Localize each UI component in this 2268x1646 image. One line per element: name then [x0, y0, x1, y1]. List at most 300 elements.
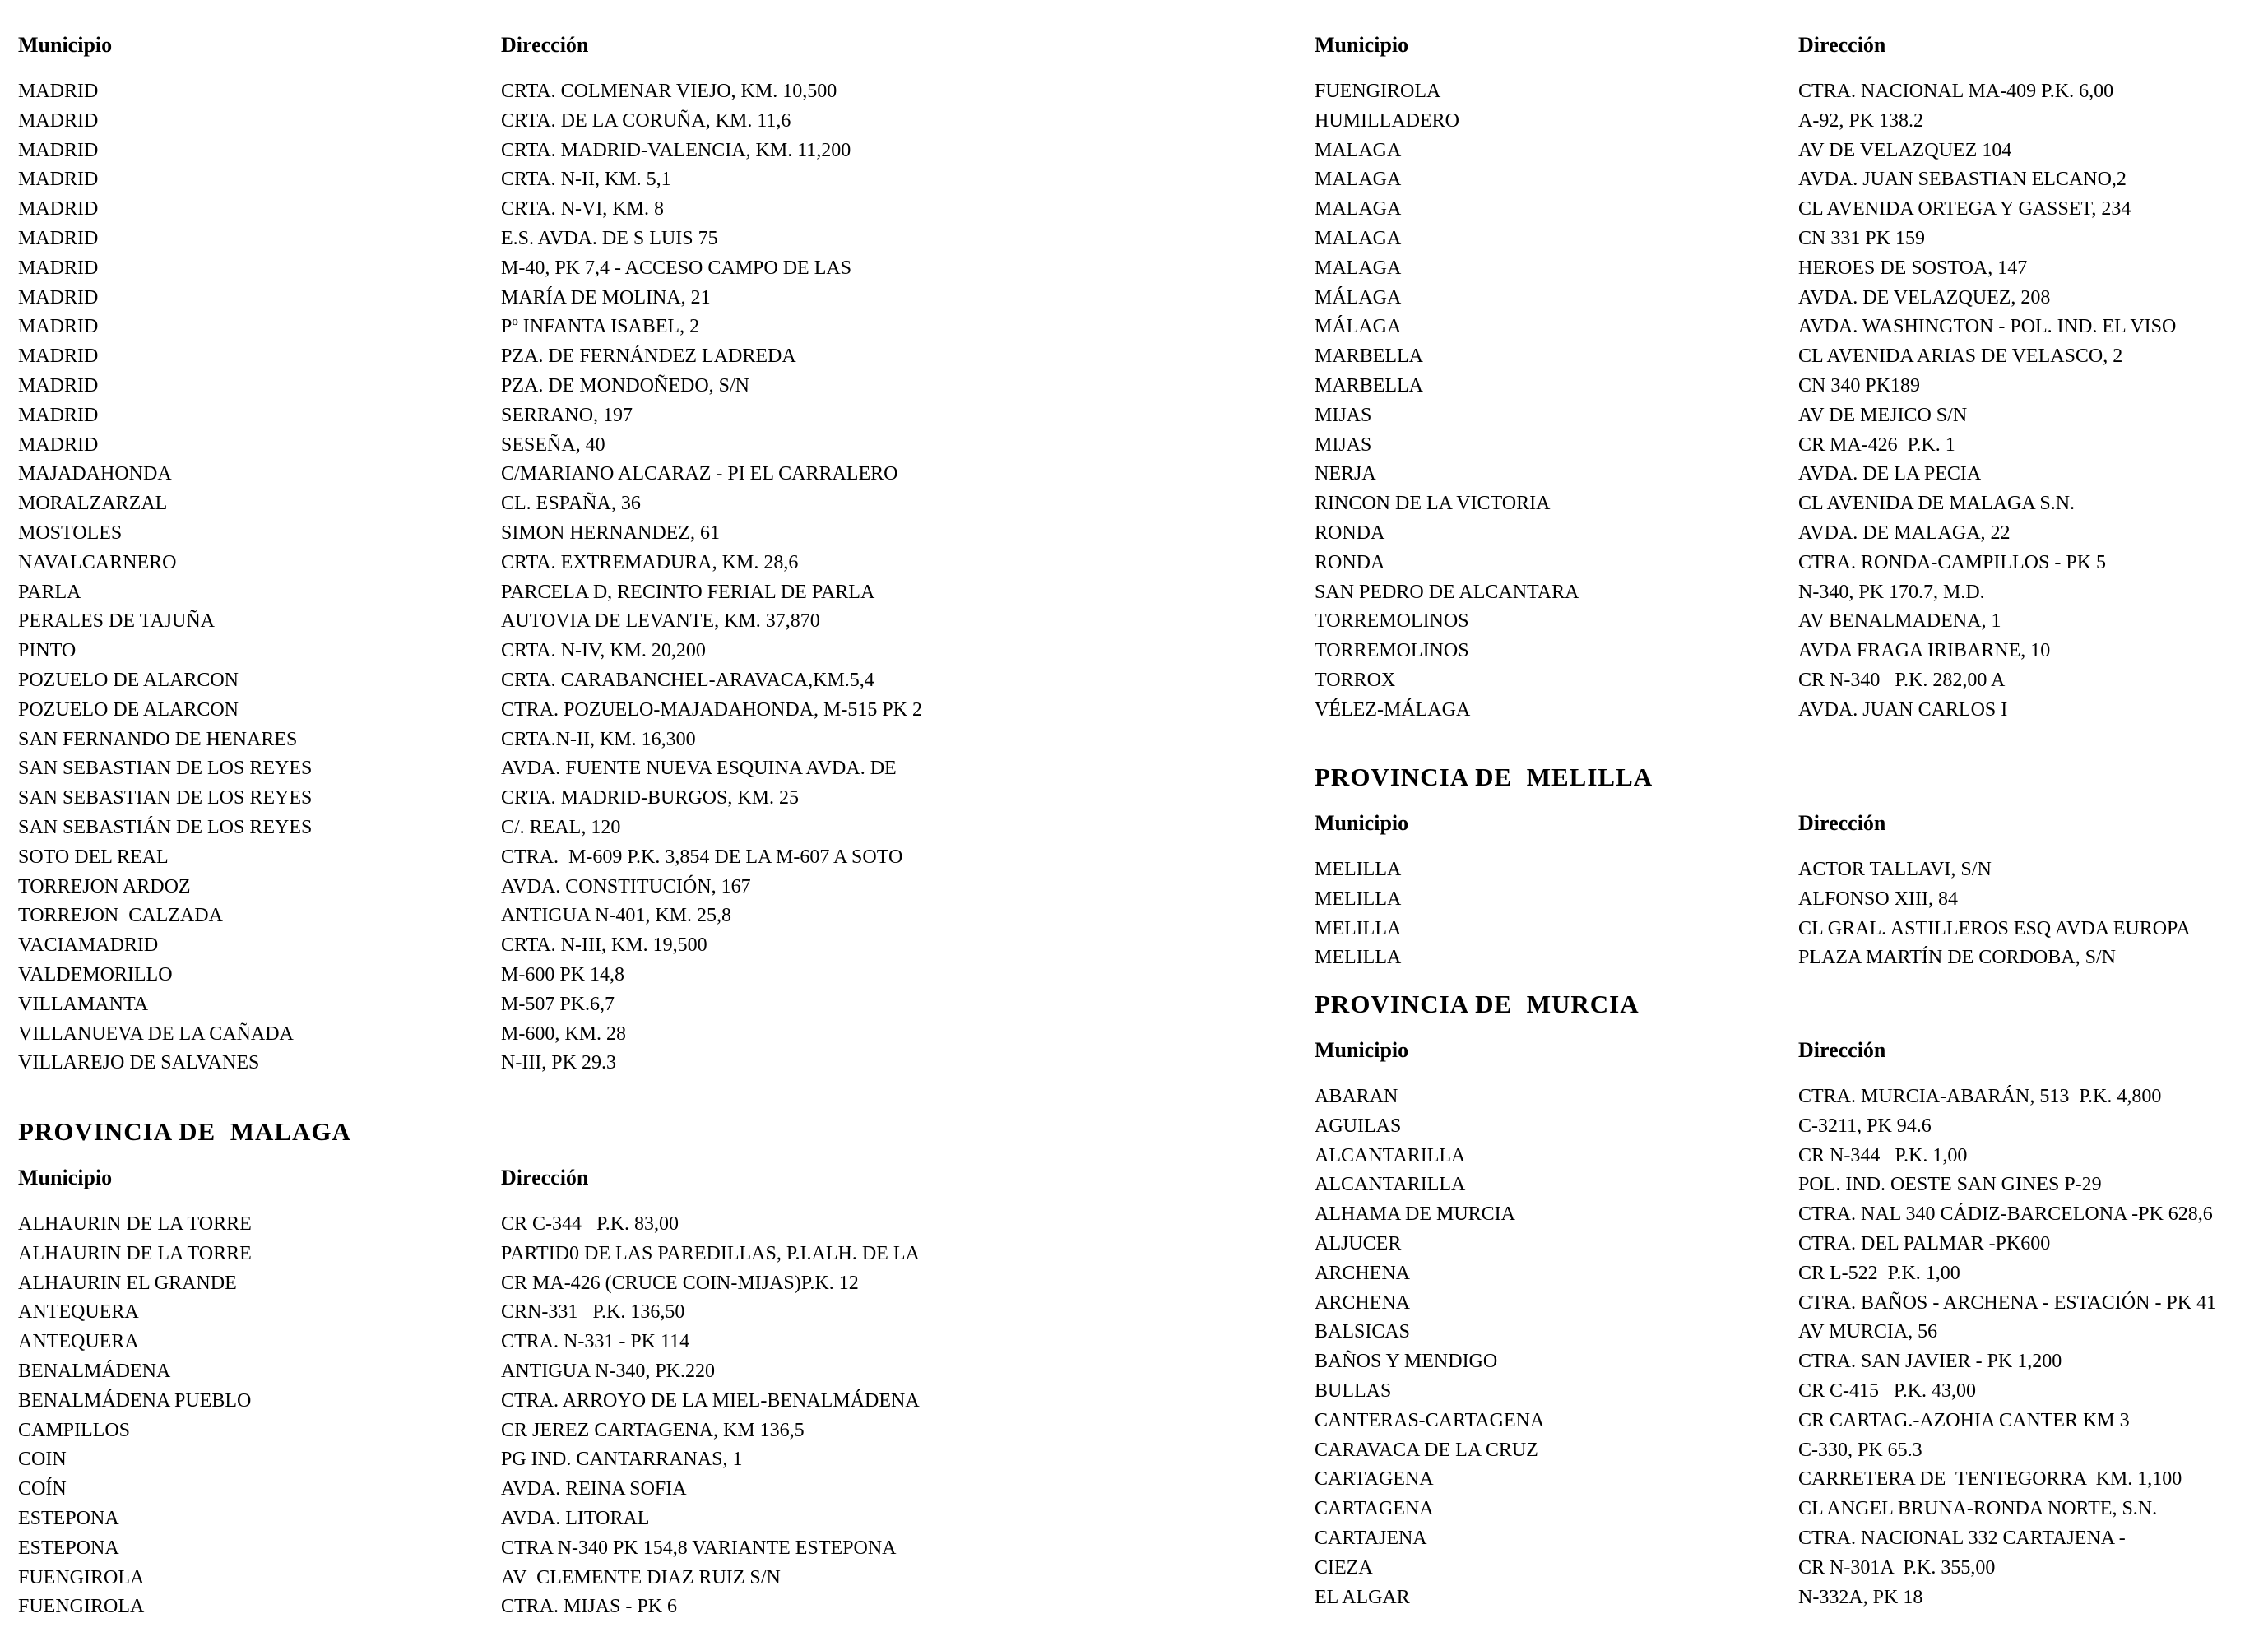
direccion-cell: C/MARIANO ALCARAZ - PI EL CARRALERO — [501, 463, 898, 485]
header-direccion: Dirección — [1798, 33, 1886, 57]
direccion-cell: AVDA. JUAN SEBASTIAN ELCANO,2 — [1798, 169, 2127, 191]
table-header — [18, 1163, 1301, 1193]
table-row — [1315, 401, 2261, 431]
table-row — [18, 1505, 1301, 1534]
direccion-cell: CR MA-426 (CRUCE COIN-MIJAS)P.K. 12 — [501, 1272, 859, 1294]
direccion-cell: CRTA. EXTREMADURA, KM. 28,6 — [501, 551, 799, 573]
municipio-cell: SAN PEDRO DE ALCANTARA — [1315, 581, 1579, 603]
municipio-cell: ALCANTARILLA — [1315, 1174, 1466, 1196]
table-row — [1315, 1524, 2261, 1554]
direccion-cell: CL ANGEL BRUNA-RONDA NORTE, S.N. — [1798, 1498, 2158, 1520]
direccion-cell: M-507 PK.6,7 — [501, 993, 615, 1015]
direccion-cell: M-40, PK 7,4 - ACCESO CAMPO DE LAS — [501, 257, 852, 279]
header-direccion: Dirección — [1798, 811, 1886, 835]
municipio-cell: ESTEPONA — [18, 1537, 119, 1559]
municipio-cell: TORREMOLINOS — [1315, 640, 1469, 662]
direccion-cell: CRTA. MADRID-VALENCIA, KM. 11,200 — [501, 139, 851, 161]
municipio-cell: SAN SEBASTIÁN DE LOS REYES — [18, 816, 313, 838]
table-row — [1315, 460, 2261, 489]
direccion-cell: AVDA. LITORAL — [501, 1507, 650, 1529]
direccion-cell: CTRA. RONDA-CAMPILLOS - PK 5 — [1798, 551, 2107, 573]
direccion-cell: PARCELA D, RECINTO FERIAL DE PARLA — [501, 581, 875, 603]
table-row — [1315, 1436, 2261, 1466]
header-municipio: Municipio — [1315, 1038, 1409, 1062]
municipio-cell: MALAGA — [1315, 139, 1402, 161]
municipio-cell: ESTEPONA — [18, 1507, 119, 1529]
municipio-cell: MADRID — [18, 198, 99, 220]
table-row — [18, 225, 1301, 254]
table-row — [18, 107, 1301, 137]
table-row — [1315, 165, 2261, 195]
direccion-cell: C-330, PK 65.3 — [1798, 1439, 1922, 1461]
direccion-cell: CRTA. CARABANCHEL-ARAVACA,KM.5,4 — [501, 669, 874, 691]
municipio-cell: MADRID — [18, 434, 99, 456]
table-row — [1315, 696, 2261, 726]
municipio-cell: BENALMÁDENA — [18, 1360, 171, 1382]
direccion-cell: CTRA. MIJAS - PK 6 — [501, 1596, 678, 1618]
direccion-cell: CR N-301A P.K. 355,00 — [1798, 1556, 1996, 1579]
direccion-cell: SIMON HERNANDEZ, 61 — [501, 522, 720, 544]
municipio-cell: SOTO DEL REAL — [18, 846, 169, 868]
direccion-cell: HEROES DE SOSTOA, 147 — [1798, 257, 2028, 279]
direccion-cell: POL. IND. OESTE SAN GINES P-29 — [1798, 1174, 2102, 1196]
municipio-cell: HUMILLADERO — [1315, 109, 1459, 132]
direccion-cell: CN 331 PK 159 — [1798, 227, 1926, 249]
municipio-cell: ARCHENA — [1315, 1291, 1411, 1314]
municipio-cell: ALJUCER — [1315, 1232, 1402, 1254]
municipio-cell: VACIAMADRID — [18, 934, 159, 957]
direccion-cell: CTRA. DEL PALMAR -PK600 — [1798, 1232, 2051, 1254]
section-title-malaga: PROVINCIA DE MALAGA — [18, 1117, 351, 1146]
table-row — [1315, 1112, 2261, 1142]
direccion-cell: CTRA. SAN JAVIER - PK 1,200 — [1798, 1351, 2062, 1373]
table-row — [18, 1298, 1301, 1328]
section-title-melilla: PROVINCIA DE MELILLA — [1315, 763, 1653, 791]
table-row — [1315, 1554, 2261, 1583]
municipio-cell: MADRID — [18, 374, 99, 396]
table-row — [18, 1445, 1301, 1475]
header-direccion: Dirección — [1798, 1038, 1886, 1062]
table-row — [18, 1357, 1301, 1387]
table-row — [18, 754, 1301, 784]
table-row — [18, 254, 1301, 284]
municipio-cell: MADRID — [18, 169, 99, 191]
direccion-cell: CRTA.N-II, KM. 16,300 — [501, 728, 696, 750]
municipio-cell: POZUELO DE ALARCON — [18, 698, 239, 721]
municipio-cell: ALHAURIN DE LA TORRE — [18, 1213, 252, 1235]
table-row — [1315, 225, 2261, 254]
municipio-cell: RONDA — [1315, 522, 1385, 544]
melilla-section — [1315, 763, 2261, 973]
malaga-rows — [18, 1210, 1301, 1622]
table-row — [1315, 489, 2261, 519]
municipio-cell: SAN FERNANDO DE HENARES — [18, 728, 298, 750]
direccion-cell: CTRA N-340 PK 154,8 VARIANTE ESTEPONA — [501, 1537, 897, 1559]
direccion-cell: AVDA. FUENTE NUEVA ESQUINA AVDA. DE — [501, 758, 897, 780]
direccion-cell: CTRA. M-609 P.K. 3,854 DE LA M-607 A SOTO — [501, 846, 903, 868]
direccion-cell: CRTA. N-II, KM. 5,1 — [501, 169, 671, 191]
table-row — [18, 578, 1301, 608]
table-row — [1315, 915, 2261, 944]
table-row — [18, 1534, 1301, 1564]
municipio-cell: MADRID — [18, 139, 99, 161]
direccion-cell: CARRETERA DE TENTEGORRA KM. 1,100 — [1798, 1468, 2182, 1491]
municipio-cell: COÍN — [18, 1478, 67, 1500]
municipio-cell: MELILLA — [1315, 859, 1402, 880]
direccion-cell: AVDA. CONSTITUCIÓN, 167 — [501, 875, 751, 897]
table-row — [18, 873, 1301, 902]
table-row — [1315, 195, 2261, 225]
municipio-cell: ALHAMA DE MURCIA — [1315, 1203, 1516, 1226]
header-direccion: Dirección — [501, 1166, 589, 1189]
direccion-cell: CR CARTAG.-AZOHIA CANTER KM 3 — [1798, 1409, 2130, 1431]
table-row — [18, 666, 1301, 696]
table-row — [1315, 313, 2261, 342]
municipio-cell: CARTAGENA — [1315, 1468, 1434, 1491]
direccion-cell: PG IND. CANTARRANAS, 1 — [501, 1449, 743, 1471]
table-row — [1315, 549, 2261, 578]
municipio-cell: PERALES DE TAJUÑA — [18, 610, 215, 633]
direccion-cell: CTRA. NACIONAL 332 CARTAJENA - — [1798, 1527, 2126, 1549]
madrid-section — [18, 30, 1301, 1078]
table-row — [18, 372, 1301, 401]
direccion-cell: CL GRAL. ASTILLEROS ESQ AVDA EUROPA — [1798, 917, 2191, 939]
direccion-cell: N-340, PK 170.7, M.D. — [1798, 581, 1985, 603]
municipio-cell: MALAGA — [1315, 257, 1402, 279]
municipio-cell: CARTAGENA — [1315, 1498, 1434, 1520]
table-row — [1315, 1465, 2261, 1495]
municipio-cell: MADRID — [18, 109, 99, 132]
table-row — [18, 519, 1301, 549]
direccion-cell: PZA. DE FERNÁNDEZ LADREDA — [501, 345, 796, 368]
municipio-cell: CARAVACA DE LA CRUZ — [1315, 1439, 1538, 1461]
municipio-cell: MADRID — [18, 404, 99, 426]
direccion-cell: SERRANO, 197 — [501, 404, 633, 426]
table-row — [18, 931, 1301, 961]
direccion-cell: PLAZA MARTÍN DE CORDOBA, S/N — [1798, 947, 2116, 969]
table-row — [1315, 1171, 2261, 1200]
table-row — [18, 1049, 1301, 1078]
table-row — [1315, 1142, 2261, 1171]
direccion-cell: CL AVENIDA DE MALAGA S.N. — [1798, 493, 2076, 515]
municipio-cell: MAJADAHONDA — [18, 463, 172, 485]
municipio-cell: BAÑOS Y MENDIGO — [1315, 1351, 1498, 1373]
direccion-cell: CTRA. NACIONAL MA-409 P.K. 6,00 — [1798, 81, 2114, 102]
table-row — [1315, 607, 2261, 637]
direccion-cell: M-600, KM. 28 — [501, 1022, 627, 1045]
municipio-cell: MALAGA — [1315, 227, 1402, 249]
table-row — [1315, 342, 2261, 372]
table-row — [1315, 1583, 2261, 1613]
direccion-cell: AV DE VELAZQUEZ 104 — [1798, 139, 2012, 161]
murcia-rows — [1315, 1083, 2261, 1612]
direccion-cell: CRTA. N-VI, KM. 8 — [501, 198, 664, 220]
municipio-cell: MORALZARZAL — [18, 493, 168, 515]
municipio-cell: RONDA — [1315, 551, 1385, 573]
municipio-cell: SAN SEBASTIAN DE LOS REYES — [18, 758, 313, 780]
header-municipio: Municipio — [18, 1166, 113, 1189]
table-row — [1315, 1230, 2261, 1259]
direccion-cell: CRTA. COLMENAR VIEJO, KM. 10,500 — [501, 81, 837, 102]
direccion-cell: MARÍA DE MOLINA, 21 — [501, 286, 711, 308]
municipio-cell: MADRID — [18, 286, 99, 308]
municipio-cell: TORREMOLINOS — [1315, 610, 1469, 633]
direccion-cell: ACTOR TALLAVI, S/N — [1798, 859, 1992, 880]
direccion-cell: C-3211, PK 94.6 — [1798, 1115, 1932, 1137]
direccion-cell: AV BENALMADENA, 1 — [1798, 610, 2001, 633]
header-municipio: Municipio — [1315, 33, 1409, 57]
direccion-cell: AVDA. DE LA PECIA — [1798, 463, 1982, 485]
municipio-cell: VÉLEZ-MÁLAGA — [1315, 698, 1471, 721]
header-direccion: Dirección — [501, 33, 589, 57]
direccion-cell: CR C-344 P.K. 83,00 — [501, 1213, 679, 1235]
municipio-cell: MELILLA — [1315, 947, 1402, 969]
direccion-cell: CL AVENIDA ARIAS DE VELASCO, 2 — [1798, 345, 2123, 368]
direccion-cell: CTRA. NAL 340 CÁDIZ-BARCELONA -PK 628,6 — [1798, 1203, 2213, 1226]
municipio-cell: PARLA — [18, 581, 81, 603]
table-row — [18, 195, 1301, 225]
table-row — [18, 990, 1301, 1020]
table-row — [1315, 284, 2261, 313]
municipio-cell: ALCANTARILLA — [1315, 1144, 1466, 1166]
municipio-cell: MARBELLA — [1315, 374, 1423, 396]
table-row — [1315, 1318, 2261, 1347]
table-row — [1315, 107, 2261, 137]
municipio-cell: BENALMÁDENA PUEBLO — [18, 1389, 252, 1412]
municipio-cell: ANTEQUERA — [18, 1301, 139, 1324]
municipio-cell: PINTO — [18, 640, 77, 662]
direccion-cell: CRTA. N-III, KM. 19,500 — [501, 934, 707, 957]
municipio-cell: MÁLAGA — [1315, 316, 1402, 338]
table-row — [18, 1593, 1301, 1622]
direccion-cell: CRTA. N-IV, KM. 20,200 — [501, 640, 706, 662]
table-row — [18, 637, 1301, 666]
table-row — [18, 1416, 1301, 1446]
direccion-cell: M-600 PK 14,8 — [501, 963, 625, 985]
direccion-cell: AV MURCIA, 56 — [1798, 1321, 1938, 1343]
direccion-cell: CR N-344 P.K. 1,00 — [1798, 1144, 1968, 1166]
melilla-rows — [1315, 855, 2261, 973]
table-row — [1315, 519, 2261, 549]
municipio-cell: MÁLAGA — [1315, 286, 1402, 308]
table-row — [1315, 855, 2261, 885]
table-row — [18, 843, 1301, 873]
table-header — [18, 30, 1301, 60]
municipio-cell: NERJA — [1315, 463, 1376, 485]
municipio-cell: FUENGIROLA — [18, 1566, 145, 1588]
direccion-cell: AV DE MEJICO S/N — [1798, 404, 1968, 426]
municipio-cell: COIN — [18, 1449, 67, 1471]
header-municipio: Municipio — [18, 33, 113, 57]
direccion-cell: ALFONSO XIII, 84 — [1798, 888, 1958, 910]
table-row — [1315, 431, 2261, 461]
municipio-cell: MIJAS — [1315, 434, 1372, 456]
municipio-cell: CANTERAS-CARTAGENA — [1315, 1409, 1545, 1431]
direccion-cell: N-III, PK 29.3 — [501, 1052, 616, 1074]
municipio-cell: MELILLA — [1315, 888, 1402, 910]
table-row — [1315, 666, 2261, 696]
table-row — [18, 489, 1301, 519]
table-row — [1315, 1407, 2261, 1436]
direccion-cell: AVDA FRAGA IRIBARNE, 10 — [1798, 640, 2051, 662]
municipio-cell: FUENGIROLA — [1315, 81, 1441, 102]
table-row — [1315, 885, 2261, 915]
municipio-cell: TORREJON ARDOZ — [18, 875, 191, 897]
table-row — [18, 1269, 1301, 1299]
municipio-cell: MADRID — [18, 81, 99, 102]
direccion-cell: CR JEREZ CARTAGENA, KM 136,5 — [501, 1419, 805, 1441]
direccion-cell: CR C-415 P.K. 43,00 — [1798, 1379, 1977, 1402]
municipio-cell: MOSTOLES — [18, 522, 123, 544]
direccion-cell: SESEÑA, 40 — [501, 434, 605, 456]
municipio-cell: MADRID — [18, 257, 99, 279]
municipio-cell: VILLANUEVA DE LA CAÑADA — [18, 1022, 294, 1045]
table-row — [18, 165, 1301, 195]
table-row — [1315, 137, 2261, 166]
table-row — [18, 1564, 1301, 1593]
table-row — [18, 313, 1301, 342]
table-row — [18, 401, 1301, 431]
table-row — [1315, 77, 2261, 107]
direccion-cell: ANTIGUA N-340, PK.220 — [501, 1360, 715, 1382]
direccion-cell: AVDA. WASHINGTON - POL. IND. EL VISO — [1798, 316, 2177, 338]
direccion-cell: CL AVENIDA ORTEGA Y GASSET, 234 — [1798, 198, 2131, 220]
municipio-cell: MIJAS — [1315, 404, 1372, 426]
table-row — [1315, 944, 2261, 973]
municipio-cell: POZUELO DE ALARCON — [18, 669, 239, 691]
municipio-cell: MADRID — [18, 345, 99, 368]
table-row — [18, 549, 1301, 578]
municipio-cell: EL ALGAR — [1315, 1586, 1410, 1608]
table-row — [18, 342, 1301, 372]
municipio-cell: FUENGIROLA — [18, 1596, 145, 1618]
municipio-cell: MELILLA — [1315, 917, 1402, 939]
direccion-cell: PZA. DE MONDOÑEDO, S/N — [501, 374, 750, 396]
direccion-cell: N-332A, PK 18 — [1798, 1586, 1923, 1608]
table-row — [18, 1240, 1301, 1269]
direccion-cell: CL. ESPAÑA, 36 — [501, 493, 641, 515]
municipio-cell: ALHAURIN DE LA TORRE — [18, 1242, 252, 1264]
direccion-cell: CTRA. N-331 - PK 114 — [501, 1331, 690, 1353]
table-row — [18, 1387, 1301, 1416]
direccion-cell: CRTA. MADRID-BURGOS, KM. 25 — [501, 787, 800, 809]
table-row — [1315, 1495, 2261, 1524]
table-row — [18, 1210, 1301, 1240]
table-row — [1315, 1200, 2261, 1230]
table-row — [1315, 578, 2261, 608]
table-row — [18, 284, 1301, 313]
direccion-cell: CTRA. ARROYO DE LA MIEL-BENALMÁDENA — [501, 1389, 920, 1412]
table-row — [1315, 1377, 2261, 1407]
municipio-cell: VILLAREJO DE SALVANES — [18, 1052, 260, 1074]
table-row — [18, 431, 1301, 461]
municipio-cell: CIEZA — [1315, 1556, 1373, 1579]
direccion-cell: CTRA. BAÑOS - ARCHENA - ESTACIÓN - PK 41 — [1798, 1291, 2217, 1314]
table-row — [1315, 1347, 2261, 1377]
table-row — [1315, 1259, 2261, 1289]
direccion-cell: AVDA. JUAN CARLOS I — [1798, 698, 2008, 721]
municipio-cell: CAMPILLOS — [18, 1419, 131, 1441]
municipio-cell: MARBELLA — [1315, 345, 1423, 368]
direccion-cell: A-92, PK 138.2 — [1798, 109, 1924, 132]
table-row — [18, 77, 1301, 107]
direccion-cell: CRTA. DE LA CORUÑA, KM. 11,6 — [501, 109, 791, 132]
direccion-cell: AVDA. REINA SOFIA — [501, 1478, 687, 1500]
direccion-cell: AVDA. DE VELAZQUEZ, 208 — [1798, 286, 2051, 308]
municipio-cell: MALAGA — [1315, 198, 1402, 220]
table-header — [1315, 30, 2261, 60]
madrid-rows — [18, 77, 1301, 1078]
direccion-cell: CTRA. MURCIA-ABARÁN, 513 P.K. 4,800 — [1798, 1086, 2162, 1107]
direccion-cell: Pº INFANTA ISABEL, 2 — [501, 316, 700, 338]
direccion-cell: PARTID0 DE LAS PAREDILLAS, P.I.ALH. DE LA — [501, 1242, 920, 1264]
table-row — [18, 1020, 1301, 1050]
municipio-cell: ARCHENA — [1315, 1262, 1411, 1284]
malaga-continued-rows — [1315, 77, 2261, 726]
table-row — [1315, 1289, 2261, 1319]
municipio-cell: VALDEMORILLO — [18, 963, 173, 985]
malaga-continued-section — [1315, 30, 2261, 726]
municipio-cell: MALAGA — [1315, 169, 1402, 191]
direccion-cell: AVDA. DE MALAGA, 22 — [1798, 522, 2011, 544]
table-row — [1315, 372, 2261, 401]
municipio-cell: MADRID — [18, 316, 99, 338]
municipio-cell: TORROX — [1315, 669, 1396, 691]
direccion-cell: C/. REAL, 120 — [501, 816, 621, 838]
municipio-cell: TORREJON CALZADA — [18, 905, 223, 927]
table-header — [1315, 809, 2261, 838]
direccion-cell: CN 340 PK189 — [1798, 374, 1921, 396]
table-row — [18, 137, 1301, 166]
table-row — [18, 902, 1301, 931]
direccion-cell: AUTOVIA DE LEVANTE, KM. 37,870 — [501, 610, 820, 633]
table-row — [18, 961, 1301, 990]
municipio-cell: CARTAJENA — [1315, 1527, 1427, 1549]
murcia-section — [1315, 990, 2261, 1612]
municipio-cell: ABARAN — [1315, 1086, 1398, 1107]
direccion-cell: E.S. AVDA. DE S LUIS 75 — [501, 227, 718, 249]
table-row — [18, 784, 1301, 814]
table-row — [18, 1328, 1301, 1357]
direccion-cell: AV CLEMENTE DIAZ RUIZ S/N — [501, 1566, 781, 1588]
direccion-cell: CR MA-426 P.K. 1 — [1798, 434, 1955, 456]
direccion-cell: CRN-331 P.K. 136,50 — [501, 1301, 685, 1324]
municipio-cell: SAN SEBASTIAN DE LOS REYES — [18, 787, 313, 809]
table-row — [18, 814, 1301, 843]
table-header — [1315, 1036, 2261, 1065]
table-row — [18, 607, 1301, 637]
municipio-cell: BALSICAS — [1315, 1321, 1411, 1343]
municipio-cell: MADRID — [18, 227, 99, 249]
direccion-cell: ANTIGUA N-401, KM. 25,8 — [501, 905, 731, 927]
table-row — [1315, 254, 2261, 284]
municipio-cell: BULLAS — [1315, 1379, 1392, 1402]
municipio-cell: ANTEQUERA — [18, 1331, 139, 1353]
municipio-cell: ALHAURIN EL GRANDE — [18, 1272, 237, 1294]
header-municipio: Municipio — [1315, 811, 1409, 835]
direccion-cell: CTRA. POZUELO-MAJADAHONDA, M-515 PK 2 — [501, 698, 923, 721]
table-row — [18, 696, 1301, 726]
table-row — [1315, 1083, 2261, 1112]
section-title-murcia: PROVINCIA DE MURCIA — [1315, 990, 1640, 1018]
municipio-cell: NAVALCARNERO — [18, 551, 177, 573]
direccion-cell: CR L-522 P.K. 1,00 — [1798, 1262, 1960, 1284]
table-row — [18, 1475, 1301, 1505]
direccion-cell: CR N-340 P.K. 282,00 A — [1798, 669, 2006, 691]
municipio-cell: VILLAMANTA — [18, 993, 149, 1015]
municipio-cell: RINCON DE LA VICTORIA — [1315, 493, 1551, 515]
municipio-cell: AGUILAS — [1315, 1115, 1402, 1137]
